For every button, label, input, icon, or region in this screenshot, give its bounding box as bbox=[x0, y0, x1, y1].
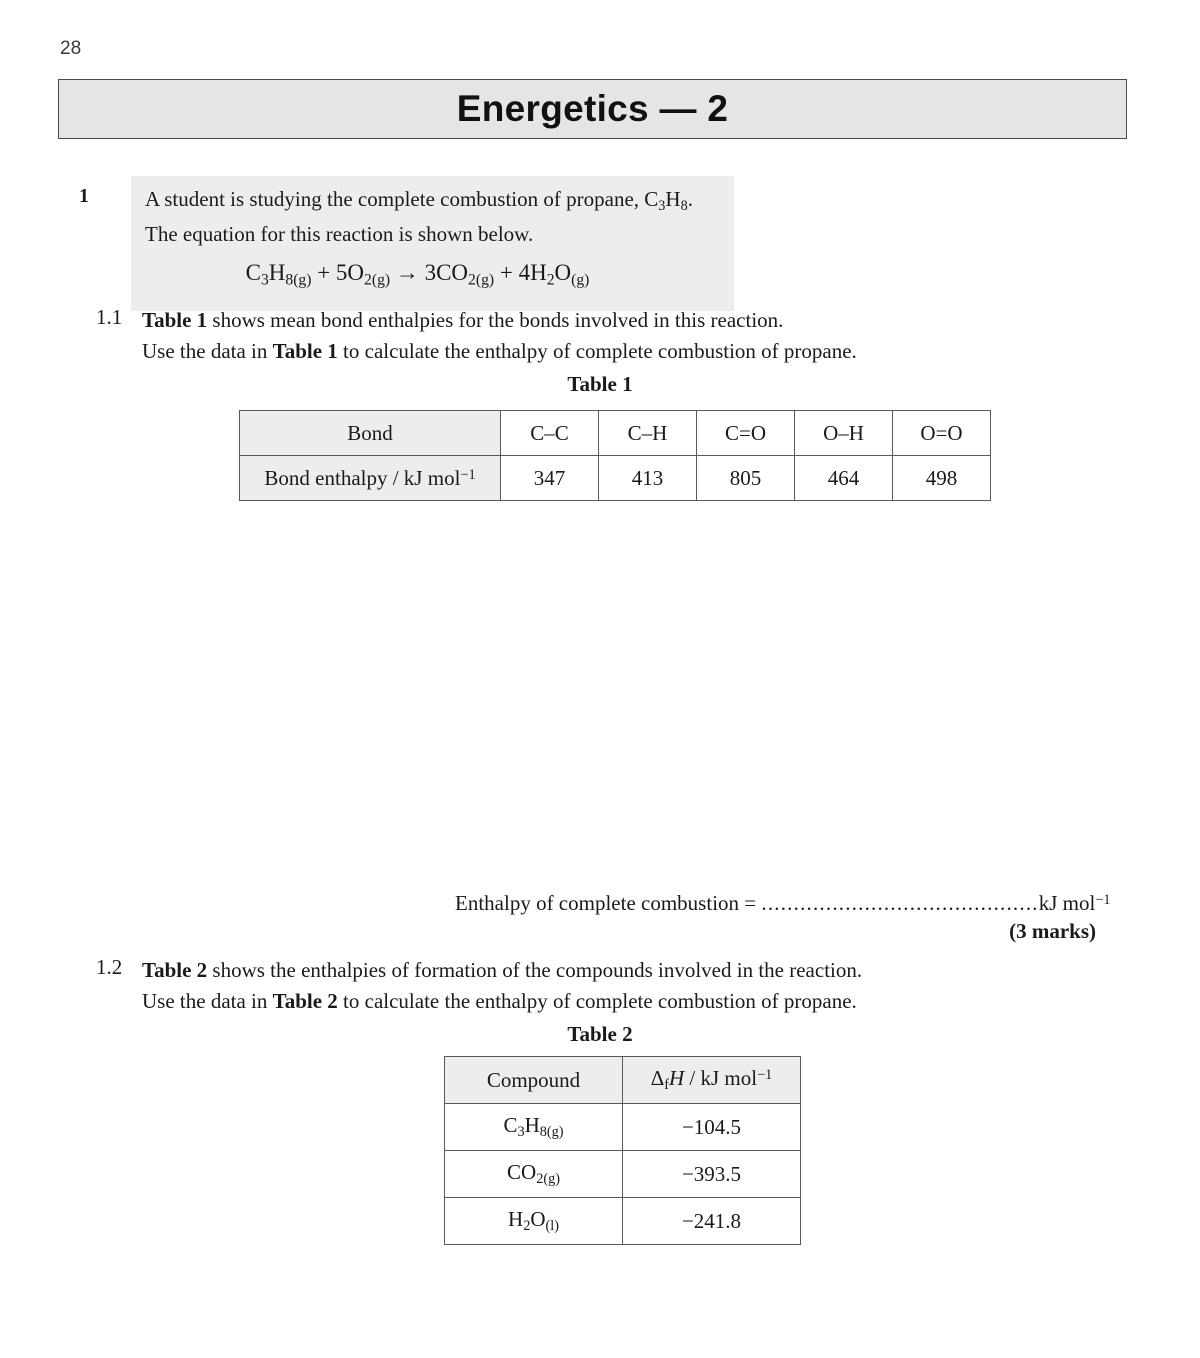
stem-text-h: H bbox=[665, 187, 681, 211]
t2-r1-f1: CO bbox=[507, 1160, 537, 1184]
table-1-enthalpy-0: 347 bbox=[501, 456, 599, 501]
table-1-row-label-enthalpy-sup: −1 bbox=[460, 466, 476, 483]
equation-reactant-propane bbox=[245, 259, 312, 289]
eq-o2: O bbox=[347, 259, 365, 285]
equation-reactant-oxygen bbox=[335, 259, 391, 289]
eq-o2-sub: 2(g) bbox=[364, 271, 391, 289]
part-1-2-line-2 bbox=[142, 986, 972, 1017]
table-1-bond-4: O=O bbox=[893, 411, 991, 456]
part-1-2-line-2-before: Use the data in bbox=[142, 989, 273, 1013]
t2-r2-s2: (l) bbox=[545, 1217, 559, 1234]
table-2-value-1: −393.5 bbox=[623, 1151, 801, 1198]
eq-h2o-o: O bbox=[554, 259, 572, 285]
t2-r0-s1: 3 bbox=[517, 1123, 525, 1140]
table-2-ref-bold-2: Table 2 bbox=[272, 989, 338, 1013]
t2-r0-s2: 8(g) bbox=[539, 1123, 564, 1140]
page-title-banner bbox=[58, 79, 1127, 139]
part-1-1-line-2-before: Use the data in bbox=[142, 339, 273, 363]
part-1-2-line-1-rest: shows the enthalpies of formation of the compounds involved in the reaction. bbox=[207, 958, 863, 982]
answer-unit: kJ mol bbox=[1038, 891, 1096, 915]
table-2-ref-bold: Table 2 bbox=[142, 958, 208, 982]
t2-r0-f2: H bbox=[524, 1113, 540, 1137]
table-2-compound-1 bbox=[445, 1151, 623, 1198]
answer-line-1-1 bbox=[455, 891, 1111, 916]
table-1-enthalpy-3: 464 bbox=[795, 456, 893, 501]
table-row bbox=[445, 1104, 801, 1151]
eq-o2-coeff: 5 bbox=[335, 259, 348, 285]
part-1-2-line-2-after: to calculate the enthalpy of complete combustion of propane. bbox=[337, 989, 857, 1013]
eq-co2: CO bbox=[436, 259, 469, 285]
page-title: Energetics — 2 bbox=[456, 88, 729, 129]
eq-co2-sub: 2(g) bbox=[468, 271, 495, 289]
eq-c-sub: 3 bbox=[260, 271, 269, 289]
question-stem-line-1 bbox=[131, 185, 734, 220]
table-2-compound-2 bbox=[445, 1198, 623, 1245]
eq-h2o-coeff: 4 bbox=[518, 259, 531, 285]
question-stem-panel bbox=[131, 176, 734, 311]
stem-sub-3: 3 bbox=[658, 197, 666, 214]
question-stem-line-2: The equation for this reaction is shown below. bbox=[145, 221, 534, 246]
table-1-row-label-enthalpy bbox=[240, 456, 501, 501]
delta-symbol: Δ bbox=[650, 1066, 665, 1090]
chemical-equation bbox=[131, 248, 734, 297]
part-1-2-text bbox=[142, 955, 972, 1017]
table-row bbox=[445, 1151, 801, 1198]
equation-arrow-icon: → bbox=[395, 259, 419, 285]
part-number-1-1: 1.1 bbox=[96, 305, 123, 329]
marks-1-1: (3 marks) bbox=[1009, 919, 1096, 943]
table-2 bbox=[444, 1056, 801, 1245]
table-1-caption: Table 1 bbox=[567, 372, 633, 396]
table-2-value-2: −241.8 bbox=[623, 1198, 801, 1245]
equation-product-co2 bbox=[424, 259, 495, 289]
table-1-ref-bold-2: Table 1 bbox=[272, 339, 338, 363]
table-row-bond-names bbox=[240, 411, 991, 456]
question-number: 1 bbox=[79, 185, 89, 207]
answer-unit-sup: −1 bbox=[1095, 892, 1111, 909]
table-1-enthalpy-2: 805 bbox=[697, 456, 795, 501]
table-1-ref-bold: Table 1 bbox=[142, 308, 208, 332]
eq-c: C bbox=[245, 259, 261, 285]
answer-blank[interactable]: ........................................... bbox=[761, 891, 1039, 915]
equation-plus-1: + bbox=[317, 259, 331, 285]
enthalpy-unit: / kJ mol bbox=[689, 1066, 758, 1090]
t2-r0-f1: C bbox=[503, 1113, 518, 1137]
table-2-header-compound: Compound bbox=[445, 1057, 623, 1104]
t2-r2-s1: 2 bbox=[523, 1217, 531, 1234]
eq-h2o-h: H bbox=[530, 259, 547, 285]
t2-r2-f2: O bbox=[530, 1207, 546, 1231]
table-row-bond-enthalpies bbox=[240, 456, 991, 501]
stem-sub-8: 8 bbox=[680, 197, 688, 214]
part-1-1-line-1 bbox=[142, 305, 962, 336]
delta-sub-f: f bbox=[664, 1076, 669, 1093]
equation-product-water bbox=[518, 259, 590, 289]
table-1-enthalpy-1: 413 bbox=[599, 456, 697, 501]
eq-h-sub: 8(g) bbox=[285, 271, 312, 289]
part-number-1-2: 1.2 bbox=[96, 955, 123, 979]
part-1-2-line-1 bbox=[142, 955, 972, 986]
table-1-enthalpy-4: 498 bbox=[893, 456, 991, 501]
table-2-caption: Table 2 bbox=[567, 1022, 633, 1046]
t2-r2-f1: H bbox=[508, 1207, 524, 1231]
equation-plus-2: + bbox=[499, 259, 513, 285]
table-2-compound-0 bbox=[445, 1104, 623, 1151]
t2-r1-s1: 2(g) bbox=[536, 1170, 560, 1187]
part-1-1-line-2-after: to calculate the enthalpy of complete combustion of propane. bbox=[337, 339, 857, 363]
enthalpy-symbol-h: H bbox=[668, 1066, 685, 1090]
table-1-bond-3: O–H bbox=[795, 411, 893, 456]
eq-h2o-state: (g) bbox=[571, 271, 590, 289]
eq-co2-coeff: 3 bbox=[424, 259, 437, 285]
eq-h2o-sub-2: 2 bbox=[546, 271, 555, 289]
table-2-value-0: −104.5 bbox=[623, 1104, 801, 1151]
answer-label: Enthalpy of complete combustion = bbox=[455, 891, 757, 915]
enthalpy-unit-sup: −1 bbox=[757, 1067, 773, 1084]
table-1-bond-1: C–H bbox=[599, 411, 697, 456]
table-1-bond-2: C=O bbox=[697, 411, 795, 456]
stem-text-after: . bbox=[687, 187, 693, 211]
page-number: 28 bbox=[60, 38, 82, 59]
table-row bbox=[445, 1198, 801, 1245]
table-1-row-label-enthalpy-text: Bond enthalpy / kJ mol bbox=[264, 465, 461, 490]
stem-text-before: A student is studying the complete combustion of propane, C bbox=[145, 187, 659, 211]
table-2-header-row bbox=[445, 1057, 801, 1104]
table-1 bbox=[239, 410, 991, 501]
table-1-bond-0: C–C bbox=[501, 411, 599, 456]
part-1-1-text bbox=[142, 305, 962, 367]
eq-h: H bbox=[268, 259, 286, 285]
table-2-header-enthalpy bbox=[623, 1057, 801, 1104]
table-1-row-label-bond: Bond bbox=[240, 411, 501, 456]
part-1-1-line-1-rest: shows mean bond enthalpies for the bonds involved in this reaction. bbox=[207, 308, 784, 332]
part-1-1-line-2 bbox=[142, 336, 962, 367]
